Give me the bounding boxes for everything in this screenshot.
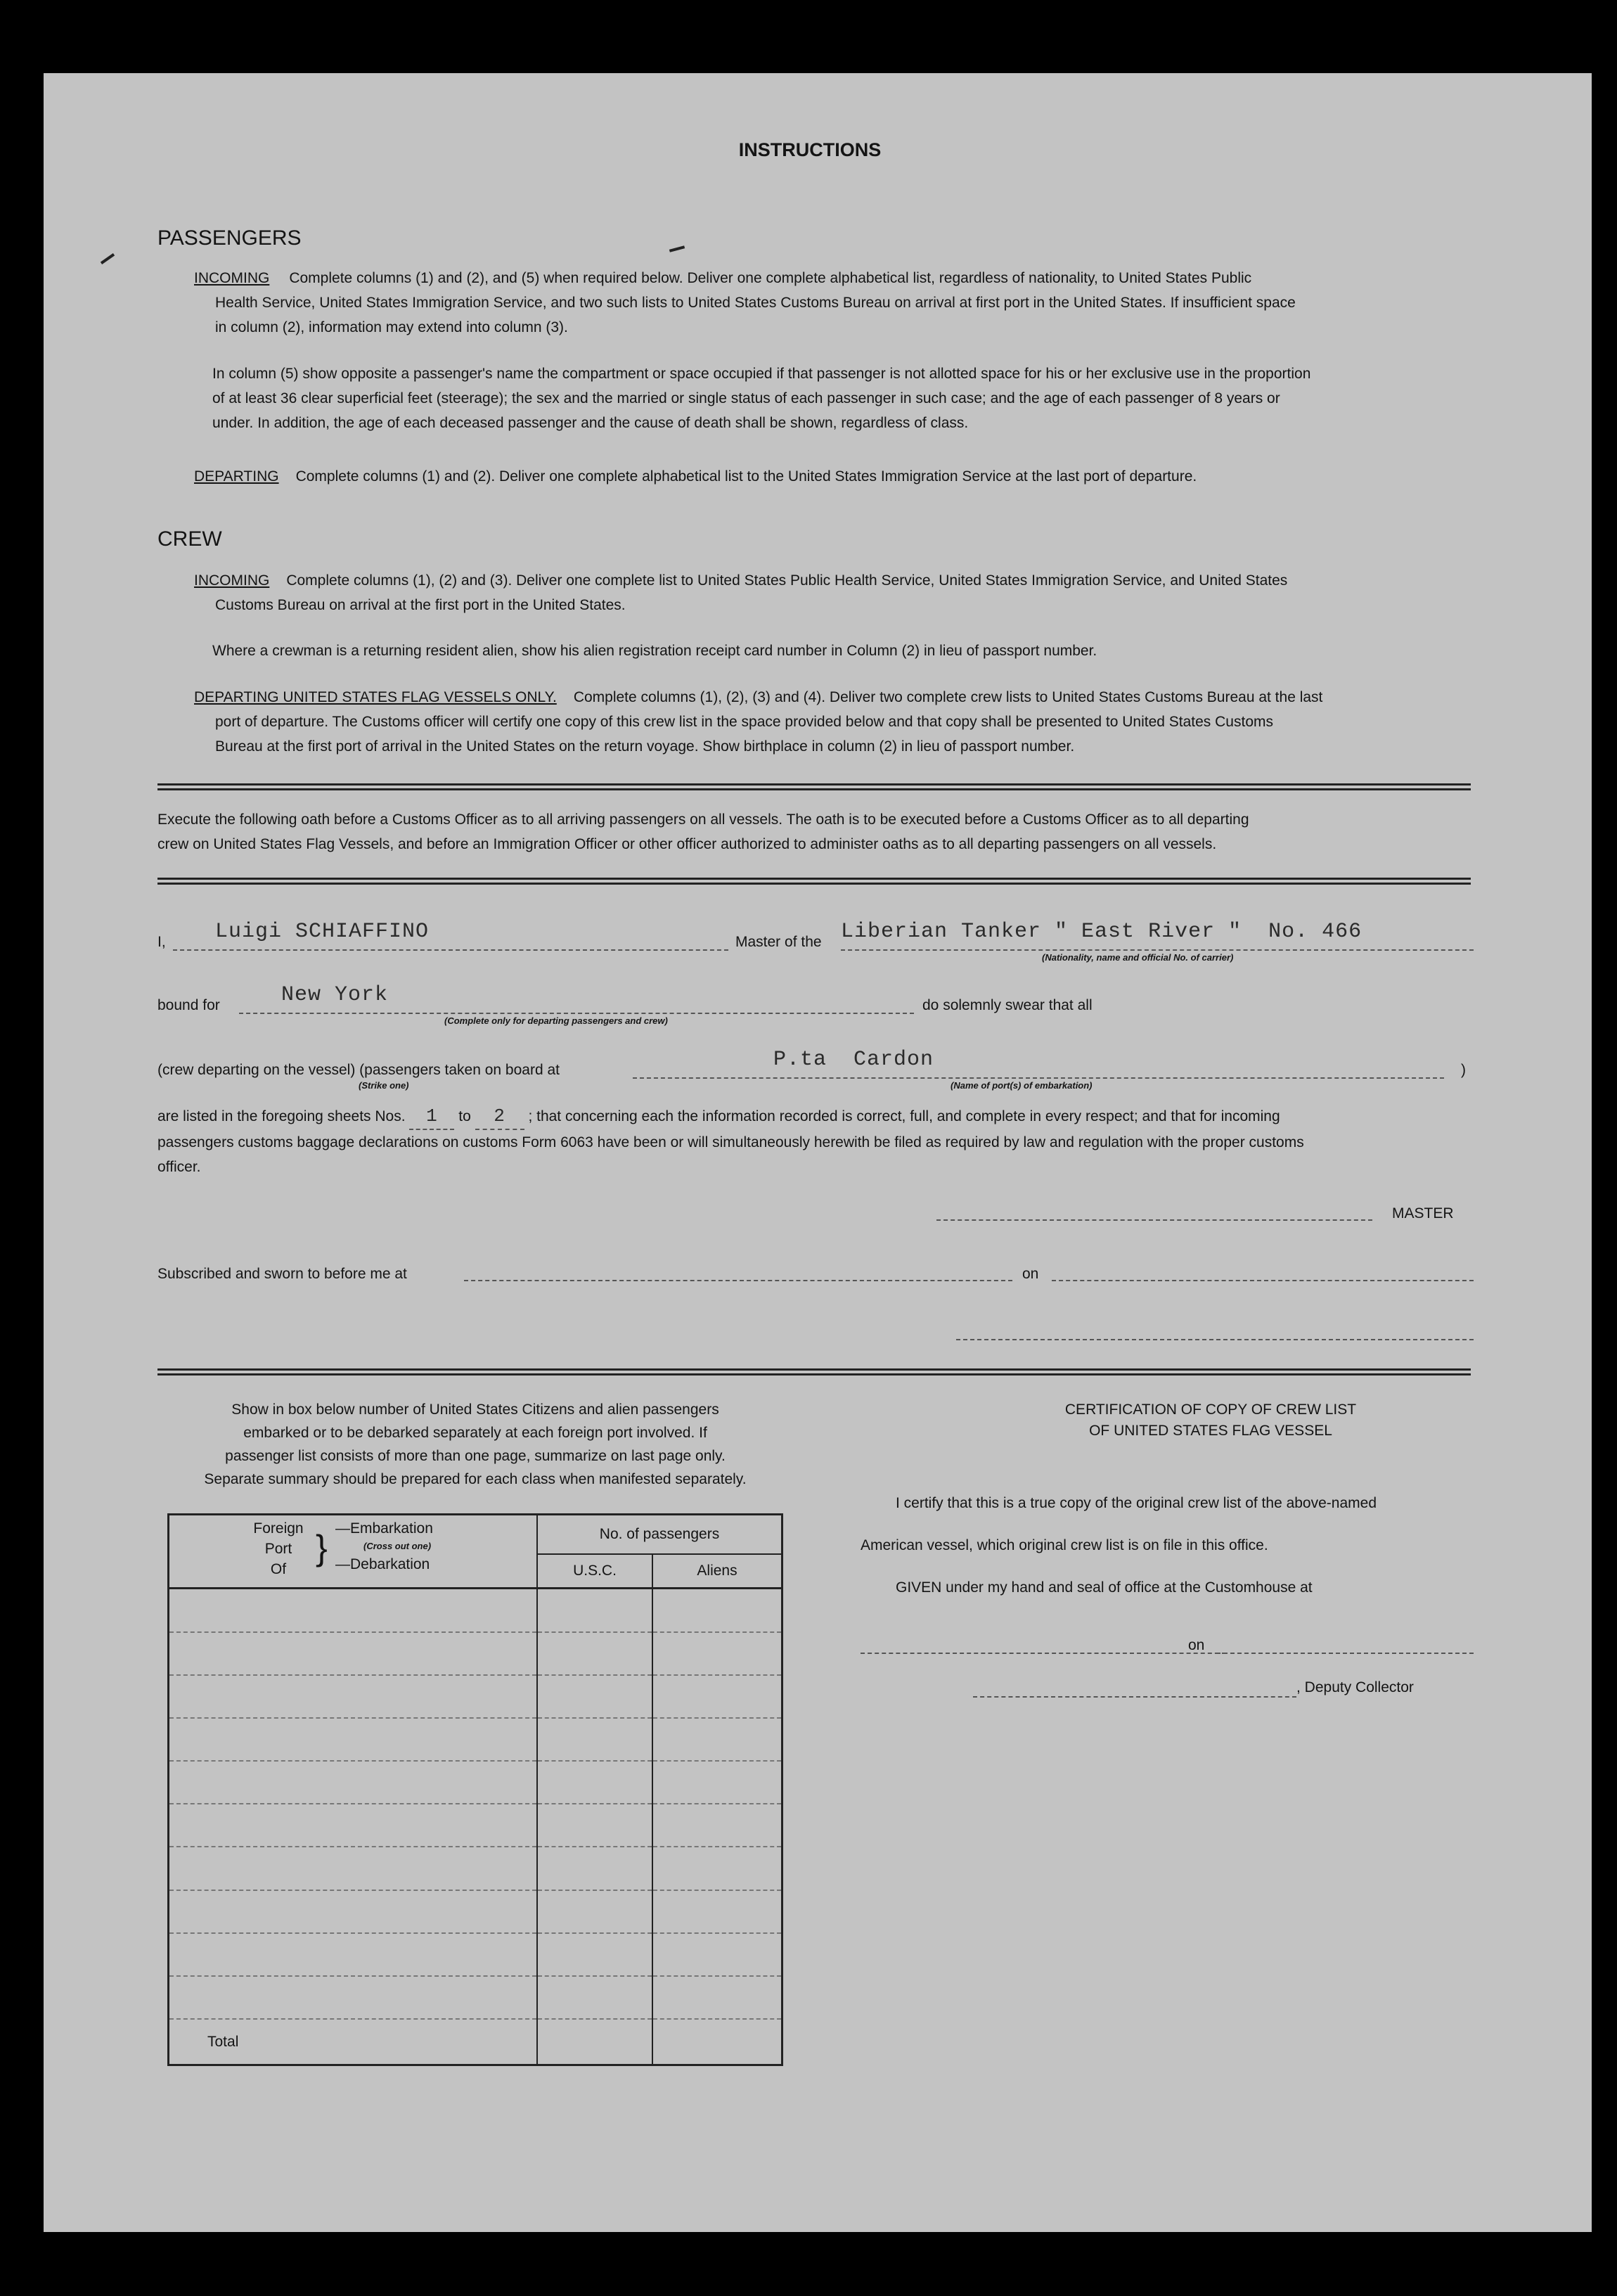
table-row xyxy=(169,1847,782,1890)
column5-line: In column (5) show opposite a passenger's name the compartment or space occupied if that passenger is not allotted space for his or her exclusive use in the proportion xyxy=(212,366,1311,382)
foreign-port-of xyxy=(247,1518,310,1579)
sheet-from-field[interactable] xyxy=(409,1104,454,1130)
embark-debark xyxy=(335,1518,433,1575)
certification-title-line: CERTIFICATION OF COPY OF CREW LIST xyxy=(1064,1402,1357,1418)
passengers-heading: PASSENGERS xyxy=(157,226,302,250)
passengers-incoming xyxy=(194,266,1516,340)
departing-text: Complete columns (1) and (2). Deliver one complete alphabetical list to the United States Immigration Service at the last port of departure. xyxy=(295,468,1197,485)
departing-label: DEPARTING xyxy=(194,468,279,485)
crew-departing-line: Bureau at the first port of arrival in the United States on the return voyage. Show birthplace in column (2) in lieu of passport number. xyxy=(215,738,1075,755)
passengers-column5 xyxy=(212,361,1520,435)
sheet-to: 2 xyxy=(494,1105,505,1127)
master-label: MASTER xyxy=(1392,1205,1454,1221)
aliens-header: Aliens xyxy=(652,1554,782,1589)
sworn-place-field[interactable] xyxy=(464,1259,1012,1281)
table-row xyxy=(169,1632,782,1675)
crew-heading: CREW xyxy=(157,527,222,551)
passenger-summary-table xyxy=(167,1513,783,2066)
master-name: Luigi SCHIAFFINO xyxy=(215,920,430,944)
ink-mark xyxy=(669,245,685,252)
crew-passengers-label: (crew departing on the vessel) (passengers taken on board at xyxy=(157,1062,560,1078)
ink-mark xyxy=(101,253,115,264)
port-value: P.ta Cardon xyxy=(773,1048,934,1072)
crew-incoming-label: INCOMING xyxy=(194,572,270,589)
port-label: Port xyxy=(264,1541,292,1557)
oath-intro xyxy=(157,807,1479,857)
debarkation-label: —Debarkation xyxy=(335,1556,430,1572)
officer-signature-field[interactable] xyxy=(956,1318,1474,1340)
certification-line: GIVEN under my hand and seal of office at the Customhouse at xyxy=(896,1579,1313,1596)
incoming-line: in column (2), information may extend into column (3). xyxy=(215,319,568,335)
close-paren: ) xyxy=(1461,1062,1466,1078)
foreign-label: Foreign xyxy=(253,1520,304,1537)
port-field[interactable] xyxy=(633,1048,1444,1079)
deputy-collector-label: , Deputy Collector xyxy=(1296,1679,1414,1695)
master-name-field[interactable] xyxy=(173,920,728,951)
vessel-name: Liberian Tanker " East River " No. 466 xyxy=(841,920,1362,944)
instructions-title: INSTRUCTIONS xyxy=(738,139,882,160)
bound-label: bound for xyxy=(157,997,220,1013)
of-label: Of xyxy=(270,1561,287,1577)
no-passengers-header: No. of passengers xyxy=(537,1515,782,1555)
usc-header: U.S.C. xyxy=(537,1554,652,1589)
table-row xyxy=(169,1933,782,1976)
vessel-field[interactable] xyxy=(841,920,1474,951)
form-sheet xyxy=(44,73,1592,2232)
sworn-on-label: on xyxy=(1022,1266,1039,1282)
vessel-caption: (Nationality, name and official No. of carrier) xyxy=(1042,952,1234,963)
crew-incoming xyxy=(194,568,1516,617)
master-signature-field[interactable] xyxy=(936,1198,1372,1221)
summary-line: Separate summary should be prepared for each class when manifested separately. xyxy=(204,1471,747,1487)
divider xyxy=(157,878,1471,885)
summary-instructions xyxy=(157,1398,793,1491)
divider xyxy=(157,783,1471,790)
bound-caption: (Complete only for departing passengers and crew) xyxy=(444,1015,668,1026)
port-caption: (Name of port(s) of embarkation) xyxy=(951,1080,1093,1091)
listed-line: passengers customs baggage declarations on customs Form 6063 have been or will simultaneously herewith be filed as required by law and regulation with the proper customs xyxy=(157,1134,1304,1150)
embarkation-label: —Embarkation xyxy=(335,1520,433,1537)
table-row xyxy=(169,1675,782,1718)
crew-resident-note: Where a crewman is a returning resident alien, show his alien registration receipt card number in Column (2) in lieu of passport number. xyxy=(212,643,1097,659)
certification-on-label: on xyxy=(1188,1637,1205,1653)
crew-departing-line: Complete columns (1), (2), (3) and (4). Deliver two complete crew lists to United States Customs Bureau at the last xyxy=(573,689,1323,705)
table-row xyxy=(169,1976,782,2019)
master-of-label: Master of the xyxy=(735,934,822,950)
crew-incoming-line: Complete columns (1), (2) and (3). Deliver one complete list to United States Public Health Service, United States Immigration Service, and United States xyxy=(286,572,1288,589)
crew-departing xyxy=(194,685,1516,759)
column5-line: under. In addition, the age of each deceased passenger and the cause of death shall be shown, regardless of class. xyxy=(212,415,969,431)
certification-title xyxy=(887,1399,1534,1442)
listed-prefix: are listed in the foregoing sheets Nos. xyxy=(157,1108,406,1124)
crew-incoming-line: Customs Bureau on arrival at the first port in the United States. xyxy=(215,597,626,613)
customhouse-field[interactable] xyxy=(861,1631,1226,1654)
listed-suffix: ; that concerning each the information recorded is correct, full, and complete in every respect; and that for incoming xyxy=(528,1108,1280,1124)
certification-title-line: OF UNITED STATES FLAG VESSEL xyxy=(1089,1423,1332,1439)
cross-out-caption: (Cross out one) xyxy=(363,1541,432,1551)
crew-departing-line: port of departure. The Customs officer will certify one copy of this crew list in the space provided below and that copy shall be presented to United States Customs xyxy=(215,714,1273,730)
total-row xyxy=(169,2019,782,2065)
bound-field[interactable] xyxy=(239,983,914,1014)
oath-intro-line: crew on United States Flag Vessels, and before an Immigration Officer or other officer authorized to administer oaths as to all departing passengers on all vessels. xyxy=(157,836,1217,852)
deputy-signature-field[interactable] xyxy=(973,1675,1296,1698)
table-row xyxy=(169,1589,782,1632)
incoming-line: Health Service, United States Immigration Service, and two such lists to United States Customs Bureau on arrival at first port in the United States. If insufficient space xyxy=(215,295,1296,311)
certification-line: I certify that this is a true copy of the original crew list of the above-named xyxy=(896,1495,1377,1511)
column5-line: of at least 36 clear superficial feet (steerage); the sex and the married or single status of each passenger in such case; and the age of each passenger of 8 years or xyxy=(212,390,1280,406)
brace-icon: } xyxy=(316,1528,328,1567)
i-label: I, xyxy=(157,934,166,950)
sheet-to-field[interactable] xyxy=(475,1104,524,1130)
total-label: Total xyxy=(169,2019,538,2065)
certification-line: American vessel, which original crew list is on file in this office. xyxy=(861,1537,1268,1553)
listed-line: officer. xyxy=(157,1159,201,1175)
incoming-line: Complete columns (1) and (2), and (5) when required below. Deliver one complete alphabetical list, regardless of nationality, to United States Public xyxy=(289,270,1252,286)
table-row xyxy=(169,1761,782,1804)
to-label: to xyxy=(458,1108,471,1124)
incoming-label: INCOMING xyxy=(194,270,270,286)
summary-line: embarked or to be debarked separately at each foreign port involved. If xyxy=(243,1425,707,1441)
table-row xyxy=(169,1804,782,1847)
passengers-departing xyxy=(194,464,1516,489)
sworn-date-field[interactable] xyxy=(1052,1259,1474,1281)
crew-departing-label: DEPARTING UNITED STATES FLAG VESSELS ONLY. xyxy=(194,689,557,705)
strike-caption: (Strike one) xyxy=(359,1080,409,1091)
divider xyxy=(157,1368,1471,1375)
bound-value: New York xyxy=(281,983,389,1007)
table-row xyxy=(169,1718,782,1761)
certification-date-field[interactable] xyxy=(1216,1631,1474,1654)
port-header xyxy=(169,1515,538,1589)
subscribed-label: Subscribed and sworn to before me at xyxy=(157,1266,407,1282)
table-row xyxy=(169,1890,782,1933)
swear-label: do solemnly swear that all xyxy=(922,997,1093,1013)
summary-line: Show in box below number of United States Citizens and alien passengers xyxy=(231,1402,719,1418)
sheet-from: 1 xyxy=(426,1105,438,1127)
summary-line: passenger list consists of more than one page, summarize on last page only. xyxy=(225,1448,726,1464)
oath-intro-line: Execute the following oath before a Customs Officer as to all arriving passengers on all vessels. The oath is to be executed before a Customs Officer as to all departing xyxy=(157,812,1249,828)
listed-text xyxy=(157,1104,1493,1179)
